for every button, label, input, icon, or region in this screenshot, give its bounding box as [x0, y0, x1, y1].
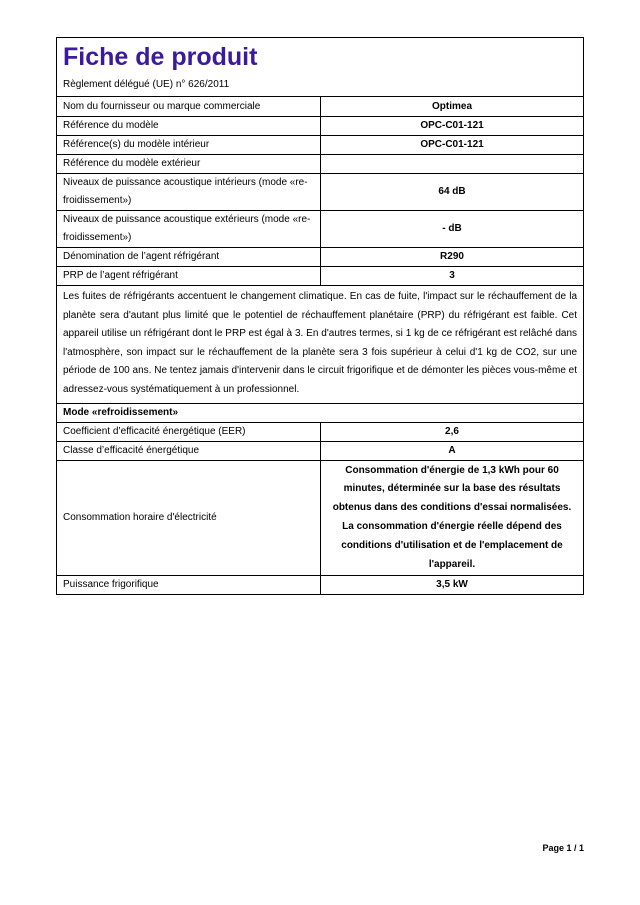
- capacity-value: 3,5 kW: [321, 576, 584, 595]
- row-label: PRP de l’agent réfrigérant: [57, 267, 321, 286]
- energy-class-label: Classe d’efficacité énergétique: [57, 441, 321, 460]
- table-row: [57, 136, 584, 155]
- row-value: 64 dB: [321, 174, 584, 211]
- row-label: Niveaux de puissance acoustique extérieurs (mode «re-froidissement»): [57, 211, 321, 248]
- table-row: [57, 117, 584, 136]
- section-header-row: [57, 403, 584, 422]
- consumption-value: Consommation d'énergie de 1,3 kWh pour 60 minutes, déterminée sur la base des résultats obtenus dans des conditions d'essai normalisées. La consommation d'énergie réelle dépend des conditions d'utilisation et de l'emplacement de l'appareil.: [321, 460, 584, 576]
- table-row: [57, 211, 584, 248]
- table-row: [57, 267, 584, 286]
- row-label: Niveaux de puissance acoustique intérieurs (mode «re-froidissement»): [57, 174, 321, 211]
- table-row: [57, 460, 584, 576]
- refrigerant-note-row: [57, 286, 584, 404]
- row-label: Référence du modèle: [57, 117, 321, 136]
- regulation-reference: Règlement délégué (UE) n° 626/2011: [63, 79, 230, 90]
- consumption-label: Consommation horaire d'électricité: [57, 460, 321, 576]
- table-row: [57, 422, 584, 441]
- table-row: [57, 576, 584, 595]
- row-value: [321, 155, 584, 174]
- table-row: [57, 174, 584, 211]
- row-label: Référence(s) du modèle intérieur: [57, 136, 321, 155]
- capacity-label: Puissance frigorifique: [57, 576, 321, 595]
- row-value: - dB: [321, 211, 584, 248]
- row-value: OPC-C01-121: [321, 117, 584, 136]
- row-value: R290: [321, 248, 584, 267]
- row-value: OPC-C01-121: [321, 136, 584, 155]
- table-row: [57, 248, 584, 267]
- row-label: Dénomination de l’agent réfrigérant: [57, 248, 321, 267]
- eer-label: Coefficient d’efficacité énergétique (EER): [57, 422, 321, 441]
- product-sheet-table: [56, 37, 584, 595]
- table-row: [57, 441, 584, 460]
- row-value: 3: [321, 267, 584, 286]
- energy-class-value: A: [321, 441, 584, 460]
- cooling-section-title: Mode «refroidissement»: [57, 403, 584, 422]
- table-row: [57, 155, 584, 174]
- refrigerant-note: Les fuites de réfrigérants accentuent le changement climatique. En cas de fuite, l'impact sur le réchauffement de la planète sera d'autant plus limité que le potentiel de réchauffement planétaire (PRP) du réfrigérant est faible. Cet appareil utilise un réfrigérant dont le PRP est égal à 3. En d'autres termes, si 1 kg de ce réfrigérant est relâché dans l'atmosphère, son impact sur le réchauffement de la planète sera 3 fois supérieur à celui d'1 kg de CO2, sur une période de 100 ans. Ne tentez jamais d'intervenir dans le circuit frigorifique et de démonter les pièces vous-même et adressez-vous systématiquement à un professionnel.: [57, 286, 584, 404]
- header-row: [57, 38, 584, 97]
- table-row: [57, 97, 584, 117]
- row-label: Nom du fournisseur ou marque commerciale: [57, 97, 321, 117]
- eer-value: 2,6: [321, 422, 584, 441]
- row-label: Référence du modèle extérieur: [57, 155, 321, 174]
- row-value: Optimea: [321, 97, 584, 117]
- page-number: Page 1 / 1: [542, 843, 584, 853]
- page-title: Fiche de produit: [63, 43, 258, 71]
